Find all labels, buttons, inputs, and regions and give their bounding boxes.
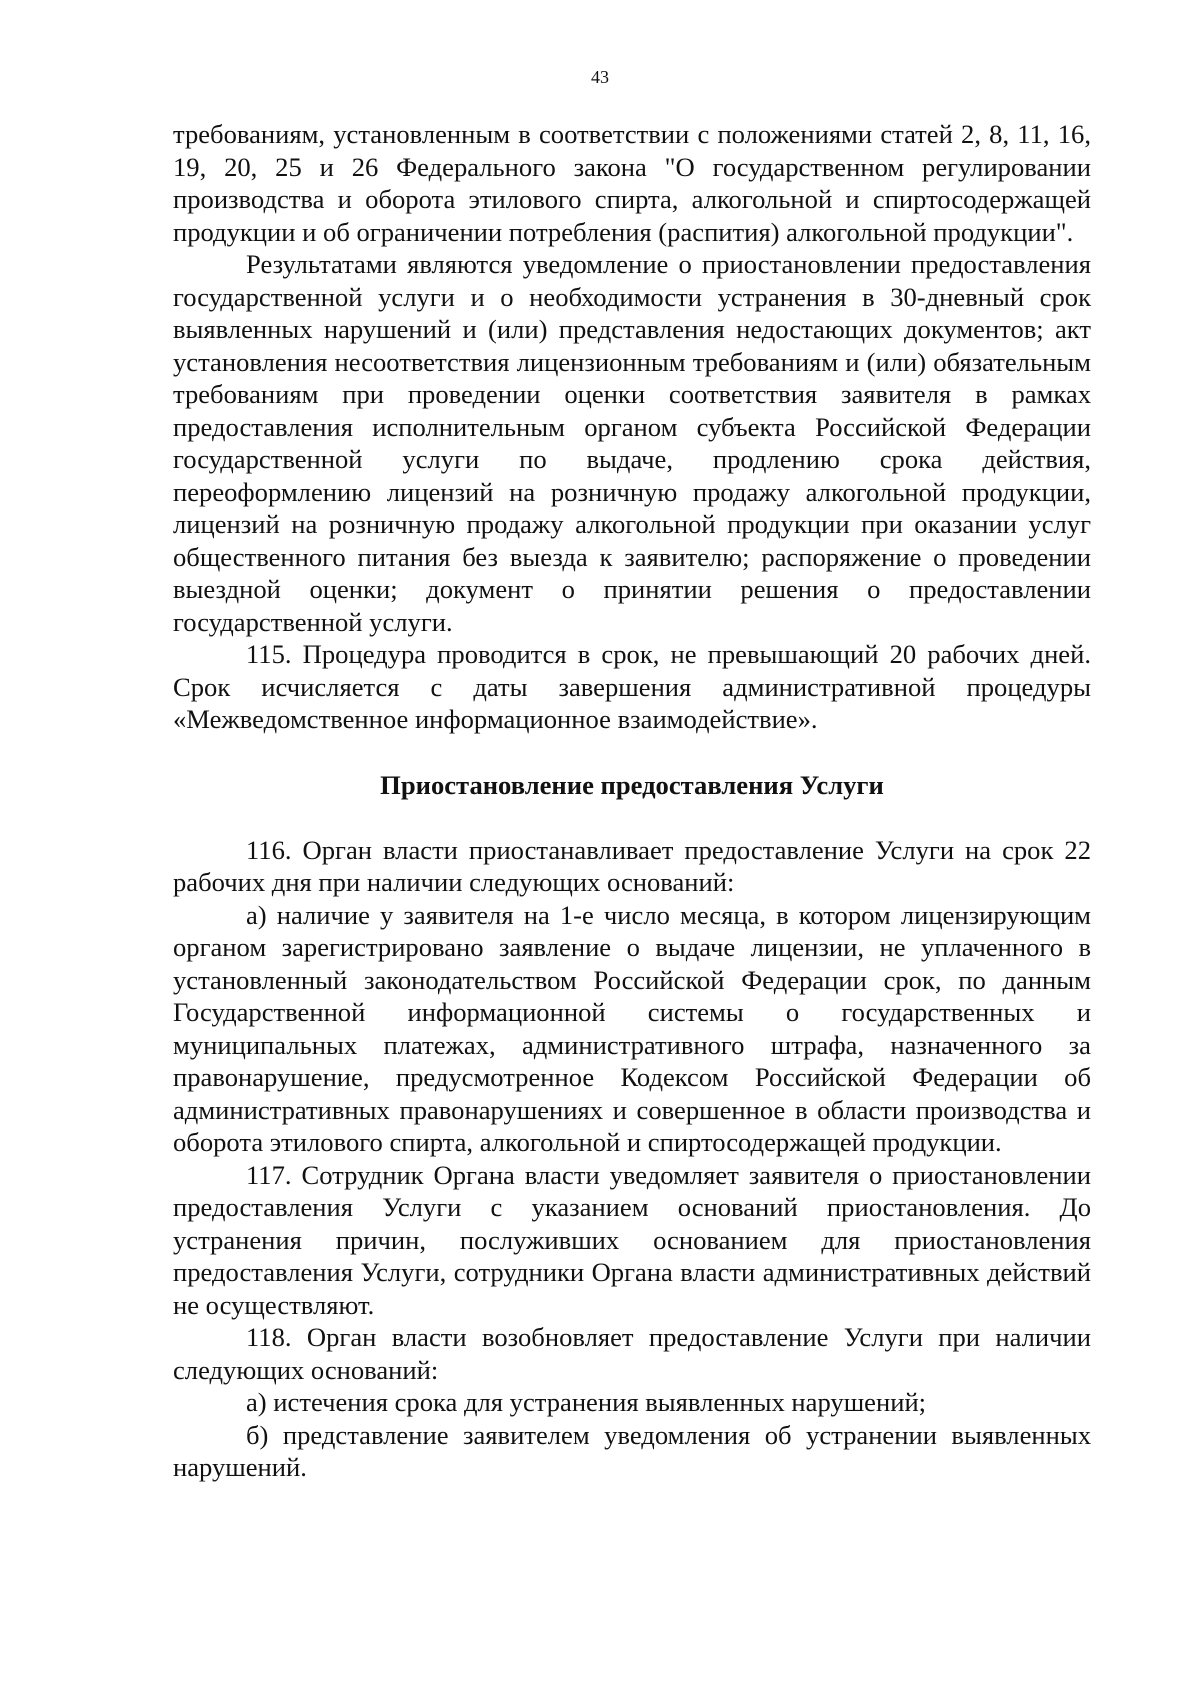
- section-heading: Приостановление предоставления Услуги: [380, 769, 884, 800]
- document-body: [173, 118, 1091, 1484]
- paragraph-117: 117. Сотрудник Органа власти уведомляет заявителя о приостановлении предоставления Услуги с указанием оснований приостановления. До устранения причин, послуживших основанием для приостановления предоставления Услуги, сотрудники Органа власти административных действий не осуществляют.: [173, 1159, 1091, 1320]
- paragraph-116-item-a: а) наличие у заявителя на 1-е число месяца, в котором лицензирующим органом зарегистрировано заявление о выдаче лицензии, не уплаченного в установленный законодательством Российской Федерации срок, по данным Государственной информационной системы о государственных и муниципальных платежах, административного штрафа, назначенного за правонарушение, предусмотренное Кодексом Российской Федерации об административных правонарушениях и совершенное в области производства и оборота этилового спирта, алкогольной и спиртосодержащей продукции.: [173, 899, 1091, 1157]
- paragraph-118-item-a: а) истечения срока для устранения выявленных нарушений;: [246, 1387, 927, 1417]
- page-number: 43: [591, 67, 609, 87]
- paragraph-118-item-b: б) представление заявителем уведомления об устранении выявленных нарушений.: [173, 1419, 1091, 1482]
- paragraph-116: 116. Орган власти приостанавливает предоставление Услуги на срок 22 рабочих дня при наличии следующих оснований:: [173, 834, 1091, 897]
- paragraph-118: 118. Орган власти возобновляет предоставление Услуги при наличии следующих оснований:: [173, 1322, 1091, 1385]
- paragraph-results: Результатами являются уведомление о приостановлении предоставления государственной услуги и о необходимости устранения в 30-дневный срок выявленных нарушений и (или) представления недостающих документов; акт установления несоответствия лицензионным требованиям и (или) обязательным требованиям при проведении оценки соответствия заявителя в рамках предоставления исполнительным органом субъекта Российской Федерации государственной услуги по выдаче, продлению срока действия, переоформлению лицензий на розничную продажу алкогольной продукции, лицензий на розничную продажу алкогольной продукции при оказании услуг общественного питания без выезда к заявителю; распоряжение о проведении выездной оценки; документ о принятии решения о предоставлении государственной услуги.: [173, 249, 1091, 637]
- paragraph-requirements-continuation: требованиям, установленным в соответствии с положениями статей 2, 8, 11, 16, 19, 20, 25 и 26 Федерального закона "О государственном регулировании производства и оборота этилового спирта, алкогольной и спиртосодержащей продукции и об ограничении потребления (распития) алкогольной продукции".: [173, 119, 1091, 247]
- paragraph-115: 115. Процедура проводится в срок, не превышающий 20 рабочих дней. Срок исчисляется с даты завершения административной процедуры «Межведомственное информационное взаимодействие».: [173, 639, 1091, 734]
